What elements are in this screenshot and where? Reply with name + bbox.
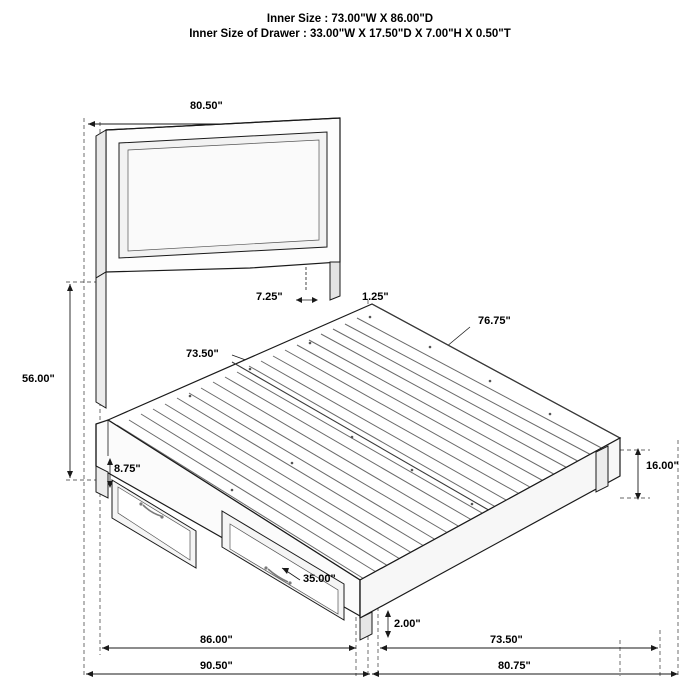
dim-clearance: 2.00" xyxy=(394,618,421,630)
dim-inner-width: 73.50" xyxy=(186,348,219,360)
dim-headboard-height: 56.00" xyxy=(22,373,55,385)
dim-side-height: 16.00" xyxy=(646,460,679,472)
inner-size-text: Inner Size : 73.00"W X 86.00"D xyxy=(266,13,434,25)
dim-rail-height: 8.75" xyxy=(114,463,141,475)
dim-top-width: 80.50" xyxy=(190,100,223,112)
dim-drawer-width: 35.00" xyxy=(303,573,336,585)
dim-overall-width: 80.75" xyxy=(498,660,531,672)
dim-bottom-depth: 86.00" xyxy=(200,634,233,646)
dim-headboard-post: 7.25" xyxy=(256,291,283,303)
dim-bottom-width: 73.50" xyxy=(490,634,523,646)
dim-rail-thickness: 1.25" xyxy=(362,291,389,303)
dim-overall-depth: 90.50" xyxy=(200,660,233,672)
inner-drawer-size-text: Inner Size of Drawer : 33.00"W X 17.50"D X 7.00"H X 0.50"T xyxy=(189,28,511,40)
dim-deck-width: 76.75" xyxy=(478,315,511,327)
